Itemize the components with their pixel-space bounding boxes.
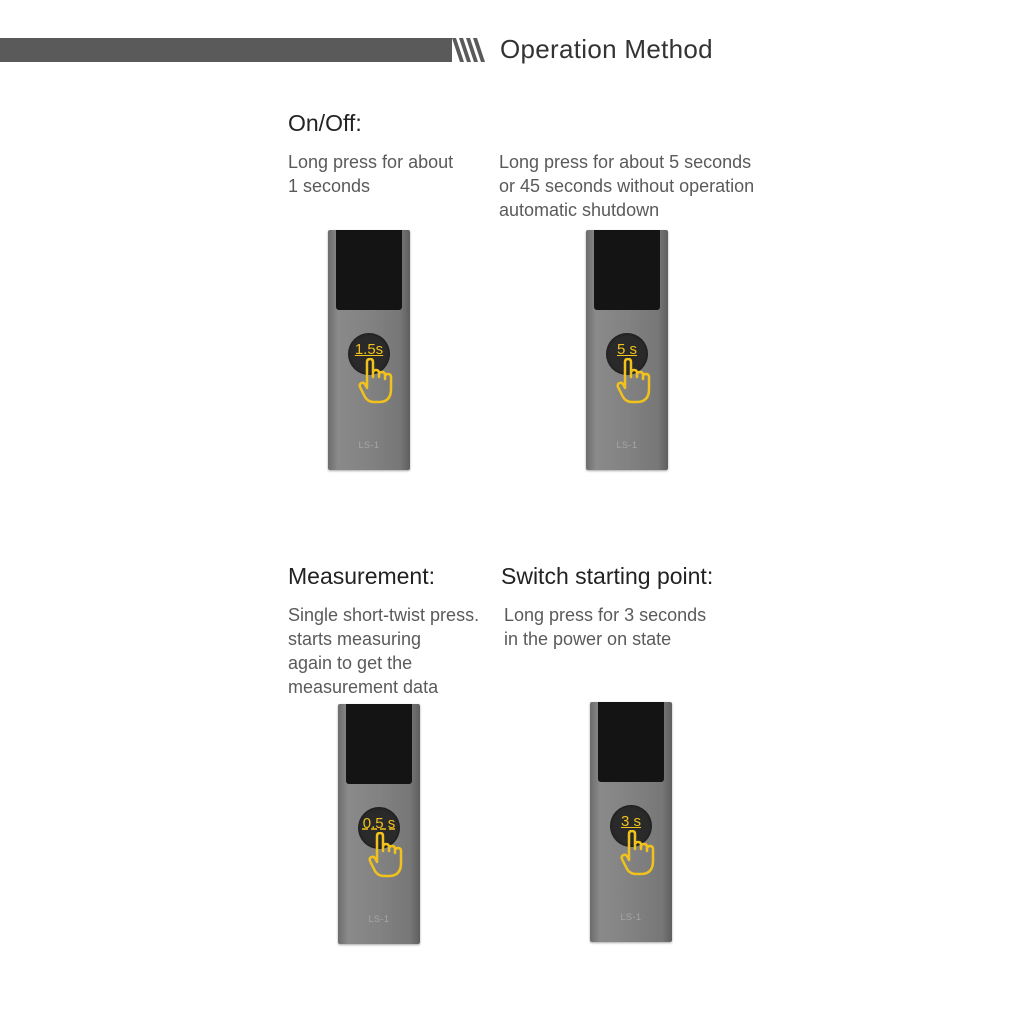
- press-duration-label: 1.5s: [354, 341, 384, 358]
- page-title: Operation Method: [500, 34, 713, 64]
- hand-press-icon: [368, 832, 404, 878]
- device-screen: [346, 704, 412, 784]
- device-screen: [594, 230, 660, 310]
- section-title-switch-starting-point: Switch starting point:: [501, 563, 714, 589]
- device-model-label: LS-1: [620, 912, 642, 922]
- hand-press-icon: [616, 358, 652, 404]
- header-stripes-icon: [452, 38, 486, 62]
- desc-line: again to get the: [288, 653, 413, 673]
- section-desc-off: [499, 150, 754, 222]
- press-duration-label: 3 s: [620, 813, 641, 830]
- device-model-label: LS-1: [616, 440, 638, 450]
- desc-line: automatic shutdown: [499, 200, 660, 220]
- desc-line: Single short-twist press.: [288, 605, 480, 625]
- hand-press-icon: [358, 358, 394, 404]
- desc-line: measurement data: [288, 677, 439, 697]
- device-switch: [590, 702, 672, 942]
- desc-line: in the power on state: [504, 629, 672, 649]
- section-desc-on: [288, 150, 453, 198]
- hand-press-icon: [620, 830, 656, 876]
- desc-line: starts measuring: [288, 629, 422, 649]
- section-title-measurement: Measurement:: [288, 563, 436, 589]
- device-model-label: LS-1: [368, 914, 390, 924]
- device-off: [586, 230, 668, 470]
- desc-line: or 45 seconds without operation: [499, 176, 755, 196]
- device-screen: [336, 230, 402, 310]
- header-bar: [0, 38, 452, 62]
- desc-line: 1 seconds: [288, 176, 371, 196]
- desc-line: Long press for about 5 seconds: [499, 152, 752, 172]
- device-on: [328, 230, 410, 470]
- device-model-label: LS-1: [358, 440, 380, 450]
- device-screen: [598, 702, 664, 782]
- section-desc-switch: [504, 603, 706, 651]
- press-duration-label: 5 s: [616, 341, 637, 358]
- device-measurement: [338, 704, 420, 944]
- desc-line: Long press for 3 seconds: [504, 605, 707, 625]
- desc-line: Long press for about: [288, 152, 454, 172]
- section-title-on-off: On/Off:: [288, 110, 362, 136]
- section-desc-measurement: [288, 603, 479, 699]
- press-duration-label: 0.5 s: [362, 815, 396, 832]
